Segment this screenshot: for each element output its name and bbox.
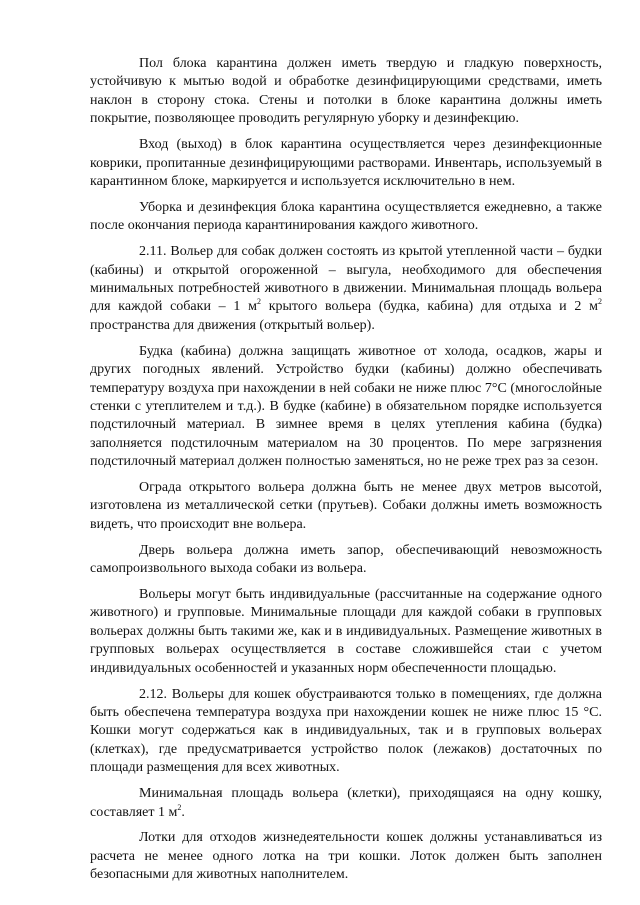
paragraph [90,136,602,191]
paragraph-text: Вход (выход) в блок карантина осуществляется через дезинфекционные коврики, пропитанные дезинфицирующими растворами. Инвентарь, используемый в карантинном блоке, маркируется и используется исключительно в нем. [90,137,602,189]
paragraph [90,686,602,778]
paragraph-text: крытого вольера (будка, кабина) для отдыха и 2 м [260,299,598,315]
paragraph [90,829,602,884]
superscript: 2 [597,297,602,307]
paragraph-text: 2.12. Вольеры для кошек обустраиваются только в помещениях, где должна быть обеспечена температура воздуха при нахождении кошек не ниже плюс 15 °C. Кошки могут содержаться как в индивидуальных, так и в групповых вольерах (клетках), где предусматривается устройство полок (лежаков) достаточных по площади размещения для всех животных. [90,686,602,776]
paragraph [90,243,602,335]
paragraph-text: Вольеры могут быть индивидуальные (рассчитанные на содержание одного животного) и групповые. Минимальные площади для каждой собаки в групповых вольерах должны быть такими же, как и в индивидуальных. Размещение животных в групповых вольерах осуществляется в составе сложившейся стаи с учетом индивидуальных особенностей и указанных норм обеспеченности площадью. [90,587,602,676]
paragraph [90,785,602,822]
paragraph [90,343,602,472]
paragraph [90,542,602,579]
paragraph-text: Ограда открытого вольера должна быть не менее двух метров высотой, изготовлена из металлической сетки (прутьев). Собаки должны иметь возможность видеть, что происходит вне вольера. [90,480,602,532]
superscript: 2 [256,297,261,307]
paragraph-text: Пол блока карантина должен иметь твердую и гладкую поверхность, устойчивую к мытью водой и обработке дезинфицирующими средствами, иметь наклон в сторону стока. Стены и потолки в блоке карантина должны иметь покрытие, позволяющее проводить регулярную уборку и дезинфекцию. [90,56,602,127]
superscript: 2 [177,802,182,812]
paragraph-text: Лотки для отходов жизнедеятельности кошек должны устанавливаться из расчета не менее одного лотка на три кошки. Лоток должен быть заполнен безопасными для животных наполнителем. [90,830,602,883]
paragraph-text: Будка (кабина) должна защищать животное от холода, осадков, жары и других погодных явлений. Устройство будки (кабины) должно обеспечивать температуру воздуха при нахождении в ней собаки не ниже плюс 7°C (многослойные стенки с утеплителем и т.д.). В будке (кабине) в обязательном порядке используется подстилочный материал. В зимнее время в целях утепления кабина (будка) заполняется подстилочным материалом на 30 процентов. По мере загрязнения подстилочный материал должен полностью заменяться, но не реже трех раз за сезон. [90,343,602,470]
paragraph [90,479,602,534]
paragraph-text: пространства для движения (открытый вольер). [90,317,375,333]
paragraph-text: Минимальная площадь вольера (клетки), приходящаяся на одну кошку, составляет 1 м [90,786,602,820]
document-page [90,55,602,885]
paragraph [90,199,602,236]
paragraph-text: 2.11. Вольер для собак должен состоять из крытой утепленной части – будки (кабины) и открытой огороженной – выгула, необходимого для обеспечения минимальных потребностей животного в движении. Минимальная площадь вольера для каждой собаки – 1 м [90,244,602,315]
paragraph-text: Дверь вольера должна иметь запор, обеспечивающий невозможность самопроизвольного выхода собаки из вольера. [90,542,602,577]
paragraph-text: . [181,804,185,820]
paragraph [90,55,602,129]
paragraph-text: Уборка и дезинфекция блока карантина осуществляется ежедневно, а также после окончания периода карантинирования каждого животного. [90,199,602,234]
paragraph [90,586,602,678]
